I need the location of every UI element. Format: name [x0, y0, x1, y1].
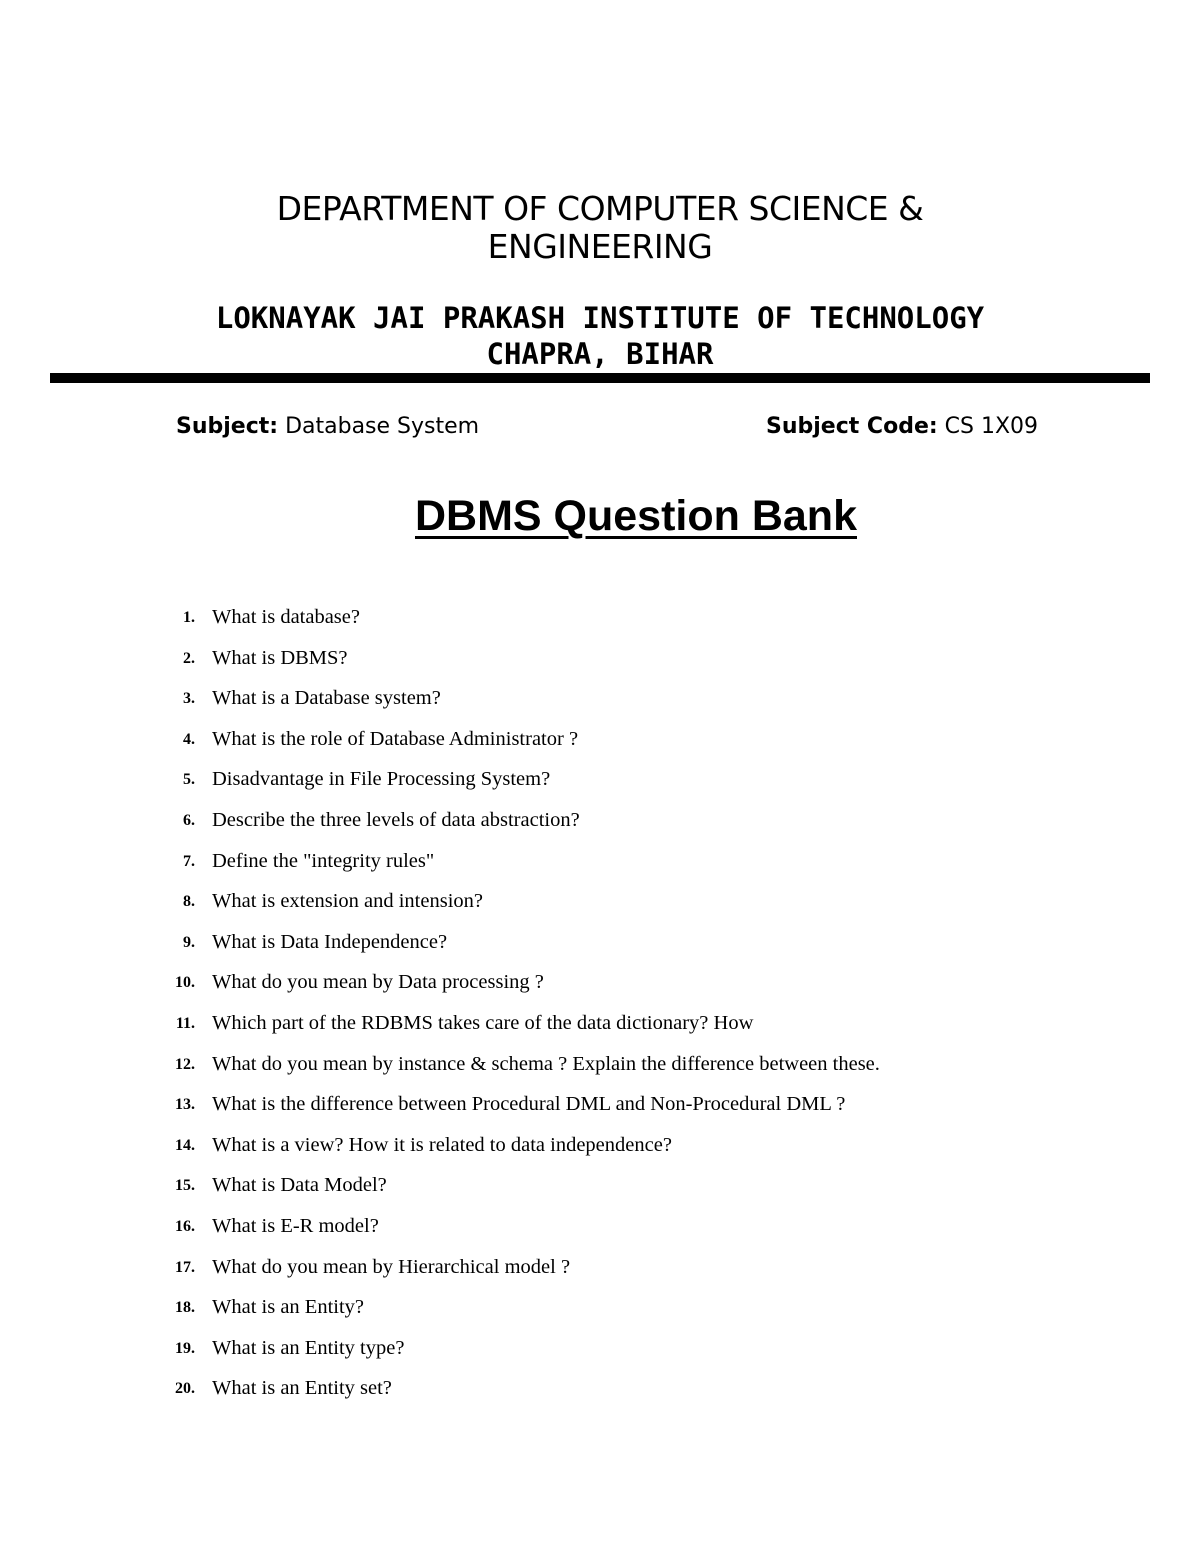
question-number: 6. [183, 811, 195, 829]
question-text: What is an Entity set? [212, 1377, 392, 1400]
question-item [0, 725, 1200, 766]
institute-line-2: CHAPRA, BIHAR [486, 337, 714, 371]
question-item [0, 968, 1200, 1009]
question-number: 2. [183, 649, 195, 667]
question-text: What is a view? How it is related to data independence? [212, 1133, 672, 1156]
department-line-2: ENGINEERING [487, 227, 713, 266]
question-item [0, 887, 1200, 928]
question-text: What is the role of Database Administrator ? [212, 727, 579, 750]
question-text: What is DBMS? [212, 646, 348, 669]
question-item [0, 765, 1200, 806]
question-item [0, 1171, 1200, 1212]
question-number: 9. [183, 933, 195, 951]
question-text: What is Data Independence? [212, 930, 448, 953]
department-line-1: DEPARTMENT OF COMPUTER SCIENCE & [276, 189, 924, 228]
institute-line-1: LOKNAYAK JAI PRAKASH INSTITUTE OF TECHNOLOGY [215, 301, 985, 335]
question-number: 3. [183, 690, 195, 708]
question-number: 1. [183, 609, 195, 626]
question-number: 20. [175, 1380, 195, 1398]
question-text: What is the difference between Procedural DML and Non-Procedural DML ? [212, 1093, 846, 1116]
institute-heading [0, 300, 1200, 372]
question-text: What is a Database system? [212, 687, 441, 710]
question-text: What is Data Model? [212, 1174, 387, 1197]
question-item [0, 684, 1200, 725]
question-text: Which part of the RDBMS takes care of the data dictionary? How [212, 1011, 754, 1034]
subject-code-info [766, 413, 1038, 441]
question-number: 17. [175, 1258, 195, 1276]
question-item [0, 1334, 1200, 1375]
question-item [0, 1009, 1200, 1050]
question-item [0, 1090, 1200, 1131]
question-item [0, 928, 1200, 969]
question-text: Disadvantage in File Processing System? [212, 768, 551, 791]
question-number: 4. [183, 730, 195, 748]
question-number: 16. [175, 1217, 195, 1235]
subject-code-value: CS 1X09 [944, 414, 1039, 439]
page-title [0, 490, 1200, 542]
subject-label: Subject: [176, 414, 279, 439]
header-divider [50, 373, 1150, 383]
question-text: What is database? [212, 606, 360, 628]
question-item [0, 1131, 1200, 1172]
question-number: 15. [175, 1177, 195, 1195]
question-number: 8. [183, 893, 195, 911]
question-number: 14. [175, 1136, 195, 1154]
question-text: Define the "integrity rules" [212, 849, 435, 872]
subject-info [176, 413, 479, 441]
question-text: What is E-R model? [212, 1214, 379, 1237]
question-text: What is an Entity? [212, 1296, 364, 1319]
question-number: 13. [175, 1096, 195, 1114]
question-number: 10. [175, 974, 195, 992]
question-text: What do you mean by Data processing ? [212, 971, 544, 994]
question-item [0, 1212, 1200, 1253]
question-text: What is an Entity type? [212, 1336, 405, 1359]
subject-value: Database System [285, 414, 480, 439]
question-item [0, 603, 1200, 644]
question-item [0, 1253, 1200, 1294]
question-item [0, 806, 1200, 847]
question-number: 5. [183, 771, 195, 789]
question-text: What is extension and intension? [212, 890, 483, 913]
question-number: 18. [175, 1299, 195, 1317]
question-item [0, 1293, 1200, 1334]
question-item [0, 847, 1200, 888]
question-text: What do you mean by instance & schema ? Explain the difference between these. [212, 1052, 880, 1075]
department-heading [0, 190, 1200, 266]
question-number: 12. [175, 1055, 195, 1073]
subject-code-label: Subject Code: [766, 414, 938, 439]
question-item [0, 644, 1200, 685]
page-title-text: DBMS Question Bank [415, 492, 857, 540]
question-text: What do you mean by Hierarchical model ? [212, 1255, 571, 1278]
question-list [0, 603, 1200, 1415]
question-number: 19. [175, 1339, 195, 1357]
question-item [0, 1374, 1200, 1415]
question-number: 11. [175, 1014, 195, 1032]
question-text: Describe the three levels of data abstraction? [212, 808, 580, 831]
question-item [0, 1050, 1200, 1091]
question-number: 7. [183, 852, 195, 870]
